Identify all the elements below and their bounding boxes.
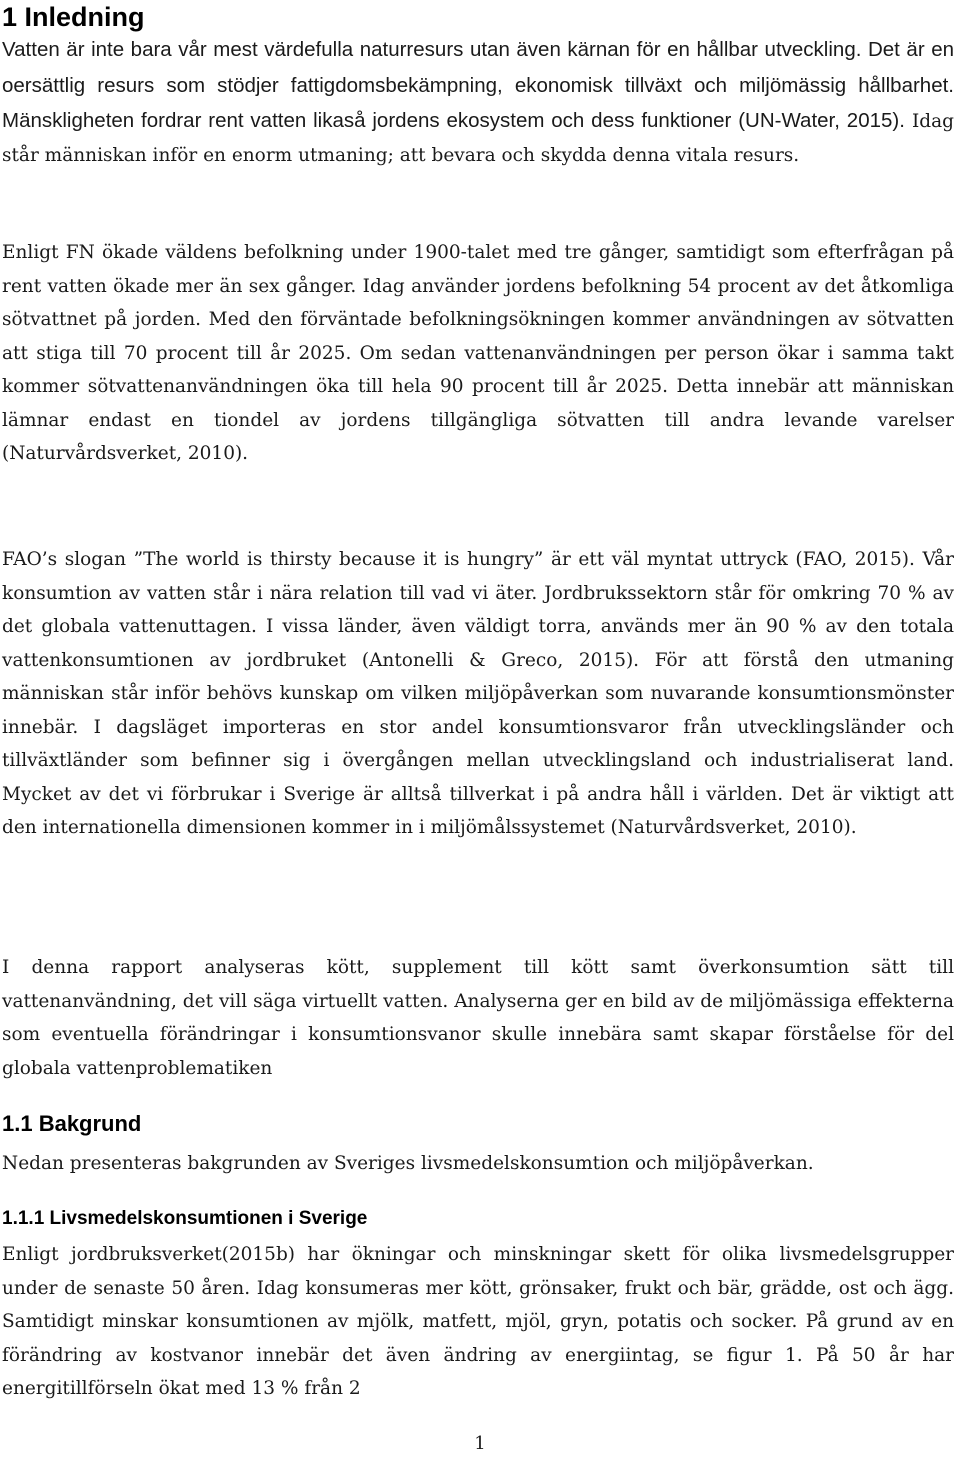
paragraph-bakgrund: Nedan presenteras bakgrunden av Sveriges livsmedelskonsumtion och miljöpåverkan. (2, 1153, 814, 1174)
heading-inledning: 1 Inledning (2, 2, 145, 32)
page-number: 1 (474, 1433, 486, 1454)
paragraph-livsmedel: Enligt jordbruksverket(2015b) har ökningar och minskningar skett för olika livsmedelsgrupper under de senaste 50 åren. Idag konsumeras mer kött, grönsaker, frukt och bär, grädde, ost och ägg. Samtidigt minskar konsumtionen av mjölk, matfett, mjöl, gryn, potatis och socker. På grund av en förändring av kostvanor innebär det även ändring av energiintag, se figur 1. På 50 år har energitillförseln ökat med 13 % från 2 (2, 1244, 954, 1399)
paragraph-population: Enligt FN ökade väldens befolkning under 1900-talet med tre gånger, samtidigt som efterfrågan på rent vatten ökade mer än sex gånger. Idag använder jordens befolkning 54 procent av det åtkomliga sötvattnet på jorden. Med den förväntade befolkningsökningen kommer användningen av sötvatten att stiga till 70 procent till år 2025. Om sedan vattenanvändningen per person ökar i samma takt kommer sötvattenanvändningen öka till hela 90 procent till år 2025. Detta innebär att människan lämnar endast en tiondel av jordens tillgängliga sötvatten till andra levande varelser (Naturvårdsverket, 2010). (2, 242, 954, 464)
paragraph-report: I denna rapport analyseras kött, supplement till kött samt överkonsumtion sätt till vattenanvändning, det vill säga virtuellt vatten. Analyserna ger en bild av de miljömässiga effekterna som eventuella förändringar i konsumtionsvanor skulle innebära samt skapar förståelse för del globala vattenproblematiken (2, 957, 954, 1079)
paragraph-fao: FAO’s slogan ”The world is thirsty because it is hungry” är ett väl myntat uttryck (FAO, 2015). Vår konsumtion av vatten står i nära relation till vad vi äter. Jordbrukssektorn står för omkring 70 % av det globala vattenuttagen. I vissa länder, även väldigt torra, används mer än 90 % av den totala vattenkonsumtionen av jordbruket (Antonelli & Greco, 2015). För att förstå den utmaning människan står inför behövs kunskap om vilken miljöpåverkan som nuvarande konsumtionsmönster innebär. I dagsläget importeras en stor andel konsumtionsvaror från utvecklingsländer och tillväxtländer som befinner sig i övergången mellan utvecklingsland och industrialiserat land. Mycket av det vi förbrukar i Sverige är alltså tillverkat i på andra håll i världen. Det är viktigt att den internationella dimensionen kommer in i miljömålssystemet (Naturvårdsverket, 2010). (2, 549, 954, 838)
heading-livsmedelskonsumtion: 1.1.1 Livsmedelskonsumtionen i Sverige (2, 1208, 368, 1229)
intro-text-serif: Idag står människan inför en enorm utmaning; att bevara och skydda denna vitala resurs. (2, 111, 954, 166)
intro-text-sans: Vatten är inte bara vår mest värdefulla naturresurs utan även kärnan för en hållbar utveckling. Det är en oersättlig resurs som stödjer fattigdomsbekämpning, ekonomisk tillväxt och miljömässig hållbarhet. Mänskligheten fordrar rent vatten likaså jordens ekosystem och dess funktioner (UN-Water, 2015). (2, 38, 954, 132)
heading-bakgrund: 1.1 Bakgrund (2, 1111, 142, 1136)
paragraph-intro (2, 32, 954, 172)
